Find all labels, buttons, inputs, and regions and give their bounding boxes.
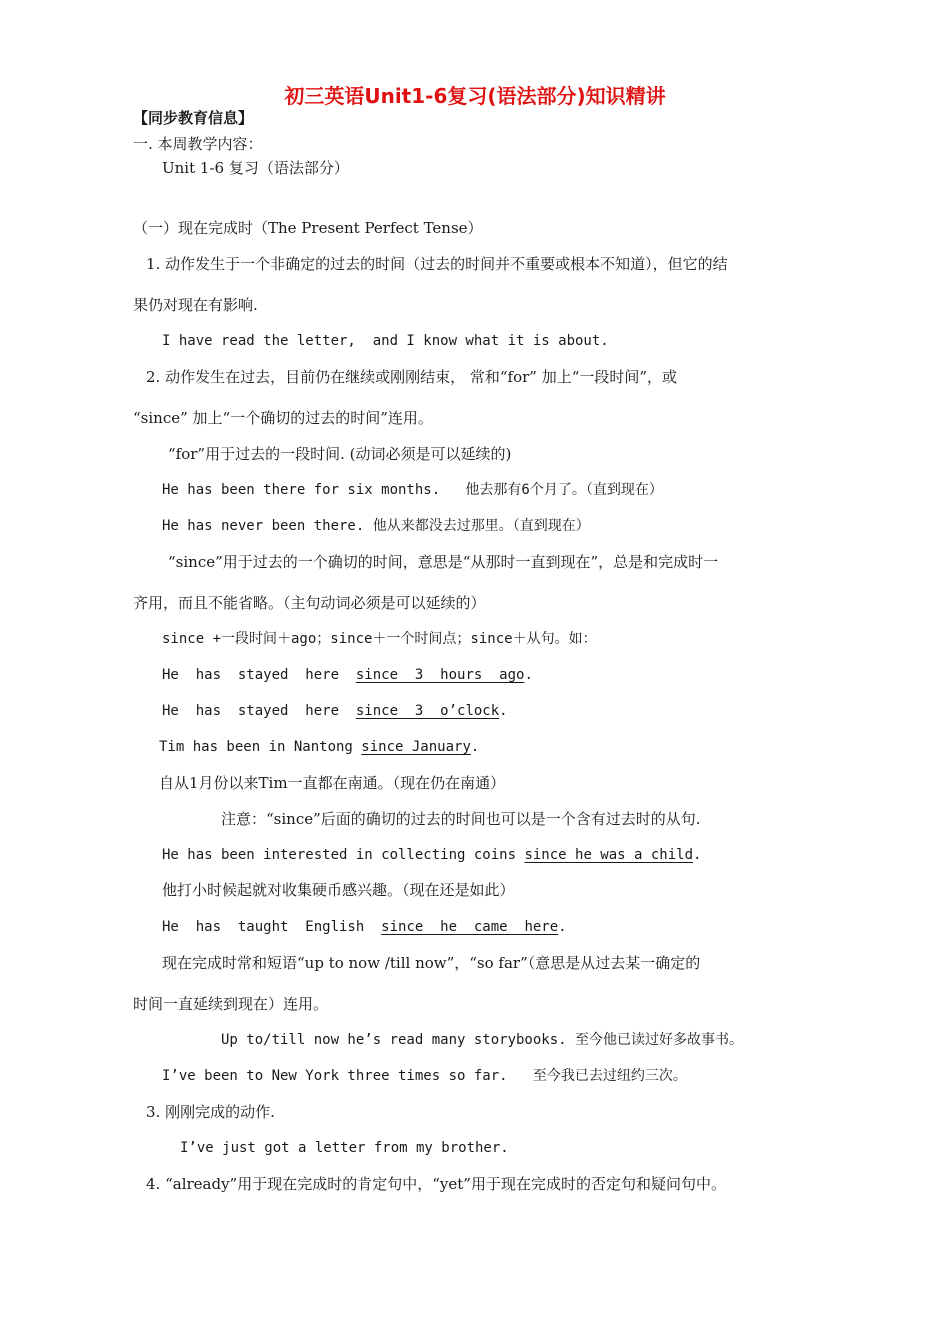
example-sentence: He has never been there. 他从来都没去过那里。（直到现在） [162, 518, 590, 534]
since-note-line-1: “since”用于过去的一个确切的时间，意思是“从那时一直到现在”，总是和完成时一 [168, 553, 719, 571]
rule-4: 4. “already”用于现在完成时的肯定句中，“yet”用于现在完成时的否定句和疑问句中。 [146, 1175, 726, 1193]
header-label: 【同步教育信息】 [133, 109, 254, 127]
example-sentence: I’ve just got a letter from my brother. [180, 1140, 509, 1156]
example-translation: 自从1月份以来Tim一直都在南通。（现在仍在南通） [159, 774, 506, 792]
for-note: “for”用于过去的一段时间. (动词必须是可以延续的) [168, 445, 512, 463]
since-forms: since +一段时间＋ago；since＋一个时间点；since＋从句。如： [162, 631, 597, 647]
example-sentence: He has been there for six months. 他去那有6个月了。（直到现在） [162, 482, 663, 498]
example-sentence: He has taught English since he came here. [162, 919, 567, 935]
rule-1-line-2: 果仍对现在有影响. [133, 296, 258, 314]
attention-note: 注意：“since”后面的确切的过去的时间也可以是一个含有过去时的从句. [221, 810, 701, 828]
underlined-phrase: since he was a child [524, 847, 694, 863]
example-sentence: Tim has been in Nantong since January. [159, 739, 480, 755]
underlined-phrase: since he came here [381, 919, 559, 935]
underlined-phrase: since January [361, 739, 471, 755]
example-translation: 他打小时候起就对收集硬币感兴趣。（现在还是如此） [162, 881, 515, 899]
section-subheading: Unit 1-6 复习（语法部分） [162, 159, 349, 177]
underlined-phrase: since 3 o’clock [355, 703, 500, 719]
since-note-line-2: 齐用，而且不能省略。（主句动词必须是可以延续的） [133, 594, 486, 612]
example-sentence: He has stayed here since 3 hours ago. [162, 667, 533, 683]
section-heading: 一. 本周教学内容： [133, 135, 263, 153]
example-sentence: He has been interested in collecting coins since he was a child. [162, 847, 702, 863]
underlined-phrase: since 3 hours ago [355, 667, 525, 683]
example-sentence: Up to/till now he’s read many storybooks. 至今他已读过好多故事书。 [221, 1032, 744, 1048]
example-sentence: I’ve been to New York three times so far. 至今我已去过纽约三次。 [162, 1068, 687, 1084]
rule-2-line-2: “since” 加上“一个确切的过去的时间”连用。 [133, 409, 433, 427]
phrase-note-line-1: 现在完成时常和短语“up to now /till now”，“so far”（意思是从过去某一确定的 [162, 954, 701, 972]
example-sentence: He has stayed here since 3 o’clock. [162, 703, 508, 719]
rule-1-line-1: 1. 动作发生于一个非确定的过去的时间（过去的时间并不重要或根本不知道），但它的结 [146, 255, 728, 273]
document-title: 初三英语Unit1-6复习(语法部分)知识精讲 [284, 84, 666, 108]
part-heading: （一）现在完成时（The Present Perfect Tense） [133, 219, 483, 237]
example-sentence: I have read the letter, and I know what it is about. [162, 333, 609, 349]
phrase-note-line-2: 时间一直延续到现在）连用。 [133, 995, 329, 1013]
rule-3: 3. 刚刚完成的动作. [146, 1103, 275, 1121]
rule-2-line-1: 2. 动作发生在过去，目前仍在继续或刚刚结束， 常和“for” 加上“一段时间”，或 [146, 368, 678, 386]
